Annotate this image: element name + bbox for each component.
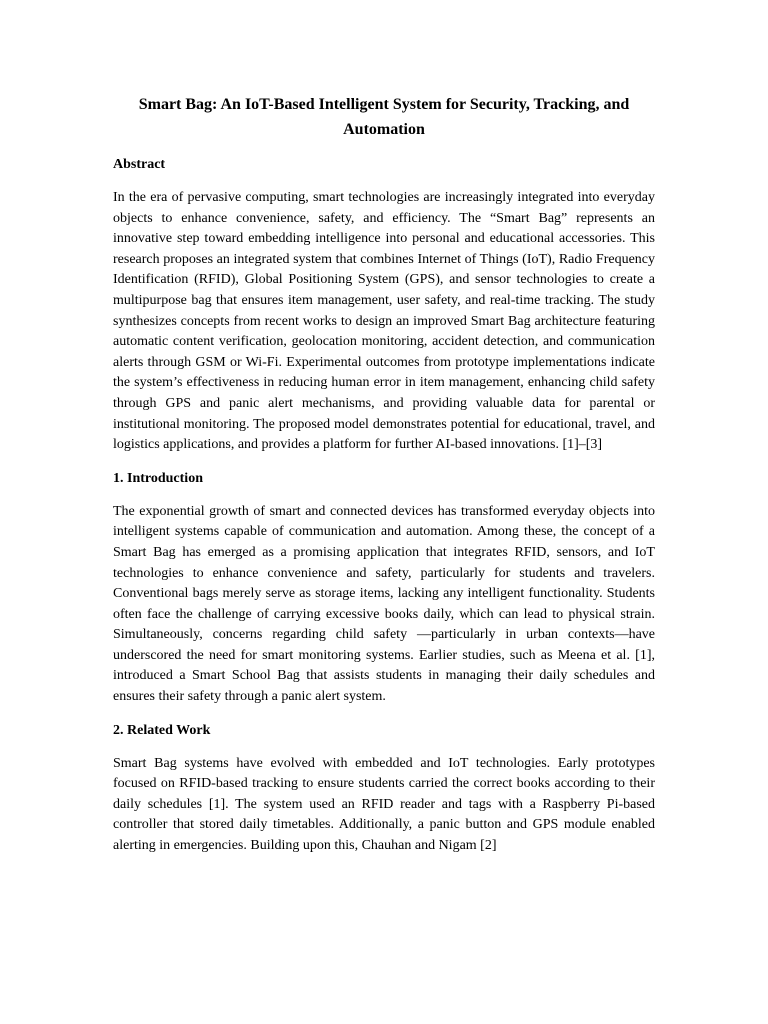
- section-abstract: [113, 155, 655, 456]
- section-related-work: [113, 721, 655, 857]
- related-work-paragraph: Smart Bag systems have evolved with embedded and IoT technologies. Early prototypes focused on RFID-based tracking to ensure students carried the correct books according to their daily schedules [1]. The system used an RFID reader and tags with a Raspberry Pi-based controller that stored daily timetables. Additionally, a panic button and GPS module enabled alerting in emergencies. Building upon this, Chauhan and Nigam [2]: [113, 755, 655, 854]
- section-heading-introduction: 1. Introduction: [113, 470, 203, 486]
- introduction-paragraph: The exponential growth of smart and connected devices has transformed everyday objects into intelligent systems capable of communication and automation. Among these, the concept of a Smart Bag has emerged as a promising application that integrates RFID, sensors, and IoT technologies to enhance convenience and safety, particularly for students and travelers. Conventional bags merely serve as storage items, lacking any intelligent functionality. Students often face the challenge of carrying excessive books daily, which can lead to physical strain. Simultaneously, concerns regarding child safety —particularly in urban contexts—have underscored the need for smart monitoring systems. Earlier studies, such as Meena et al. [1], introduced a Smart School Bag that assists students in managing their daily schedules and ensures their safety through a panic alert system.: [113, 503, 655, 705]
- section-introduction: [113, 469, 655, 708]
- section-heading-related-work: 2. Related Work: [113, 722, 211, 738]
- document-page: [113, 92, 655, 870]
- abstract-paragraph: In the era of pervasive computing, smart technologies are increasingly integrated into everyday objects to enhance convenience, safety, and efficiency. The “Smart Bag” represents an innovative step toward embedding intelligence into personal and educational accessories. This research proposes an integrated system that combines Internet of Things (IoT), Radio Frequency Identification (RFID), Global Positioning System (GPS), and sensor technologies to create a multipurpose bag that ensures item management, user safety, and real-time tracking. The study synthesizes concepts from recent works to design an improved Smart Bag architecture featuring automatic content verification, geolocation monitoring, accident detection, and communication alerts through GSM or Wi-Fi. Experimental outcomes from prototype implementations indicate the system’s effectiveness in reducing human error in item management, enhancing child safety through GPS and panic alert mechanisms, and providing valuable data for parental or institutional monitoring. The proposed model demonstrates potential for educational, travel, and logistics applications, and provides a platform for further AI-based innovations. [1]–[3]: [113, 190, 655, 453]
- section-heading-abstract: Abstract: [113, 157, 166, 172]
- paper-title: Smart Bag: An IoT-Based Intelligent System for Security, Tracking, and Automation: [138, 96, 630, 138]
